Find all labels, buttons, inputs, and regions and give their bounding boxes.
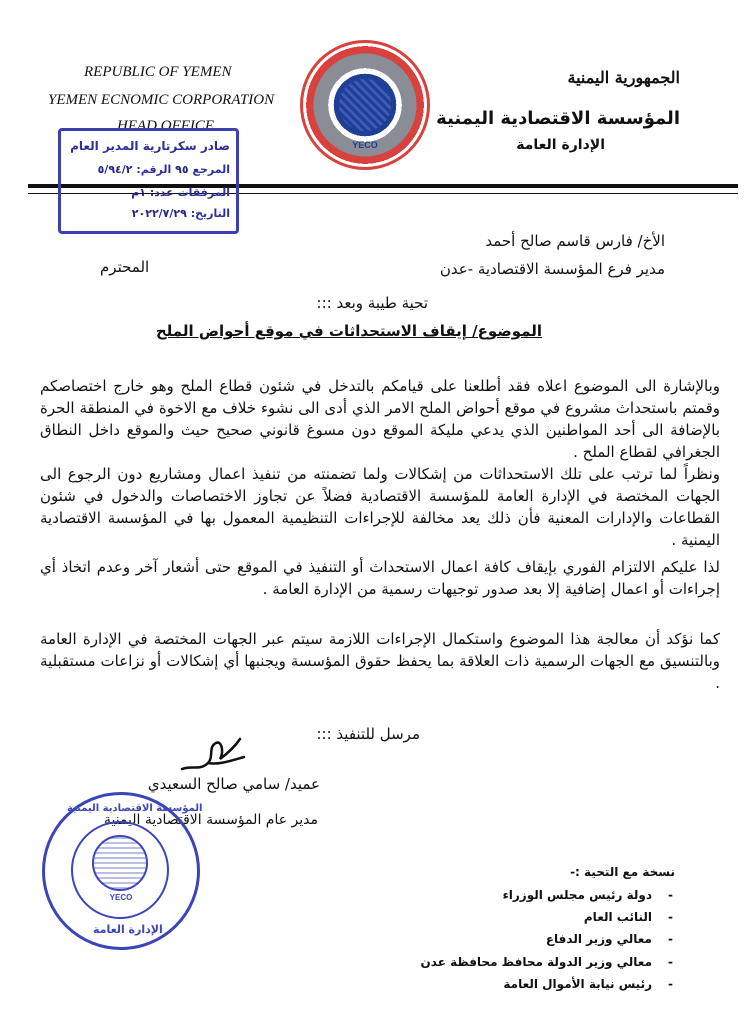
- copy-recipient: معالي وزير الدفاع: [545, 932, 652, 946]
- signatory-name: عميد/ سامي صالح السعيدي: [147, 775, 320, 793]
- copies-heading: نسخة مع التحية :-: [570, 865, 675, 879]
- header-en-office: HEAD OFFICE: [117, 118, 215, 134]
- outgoing-stamp: [58, 128, 239, 234]
- stamp-date-row: [132, 207, 230, 220]
- copy-recipient: دولة رئيس مجلس الوزراء: [502, 888, 652, 902]
- logo-emblem-icon: [339, 79, 391, 131]
- stamp-title: صادر سكرتارية المدير العام: [70, 139, 230, 153]
- logo-text: YECO: [352, 140, 378, 150]
- corporation-logo: [300, 40, 430, 170]
- recipient-name: الأخ/ فارس قاسم صالح أحمد: [485, 232, 665, 250]
- stamp-center-text: YECO: [109, 893, 133, 902]
- stamp-date-label: التاريخ:: [190, 207, 230, 220]
- body-paragraph: كما نؤكد أن معالجة هذا الموضوع واستكمال الإجراءات اللازمة سيتم عبر الجهات المختصة في الإدارة العامة وبالتنسيق مع الجهات الرسمية ذات العلاقة بما يحفظ حقوق المؤسسة ويجنبها أي إشكالات أو نزاعات مستقبلية .: [40, 630, 720, 692]
- copy-recipient: النائب العام: [583, 910, 652, 924]
- stamp-top-text: المؤسسة الاقتصادية اليمنية: [67, 803, 203, 814]
- stamp-bottom-text: الإدارة العامة: [93, 923, 163, 936]
- closing-note: مرسل للتنفيذ :::: [316, 725, 420, 743]
- header-ar-country: الجمهورية اليمنية: [567, 68, 680, 87]
- subject: الموضوع/ إيقاف الاستحداثات في موقع أحواض الملح: [155, 322, 542, 340]
- stamp-attachments-row: [131, 186, 230, 199]
- stamp-num-value: ٥/٩٤/٢: [97, 163, 133, 176]
- header-ar-corporation: المؤسسة الاقتصادية اليمنية: [436, 108, 680, 129]
- stamp-ref-value: ٩٥: [175, 163, 189, 176]
- greeting: تحية طيبة وبعد :::: [316, 294, 428, 312]
- copy-recipient: معالي وزير الدولة محافظ محافظة عدن: [420, 955, 652, 969]
- header-en-corporation: YEMEN ECNOMIC CORPORATION: [48, 92, 275, 108]
- copy-recipient: رئيس نيابة الأموال العامة: [503, 977, 652, 991]
- signatory-title: مدير عام المؤسسة الاقتصادية اليمنية: [103, 812, 318, 828]
- stamp-num-label: الرقم:: [136, 163, 172, 176]
- header-ar-office: الإدارة العامة: [516, 137, 605, 153]
- official-round-stamp: [42, 792, 203, 950]
- stamp-attach-label: المرفقات عدد:: [149, 186, 230, 199]
- stamp-ref-label: المرجع: [192, 163, 230, 176]
- stamp-reference-row: [98, 163, 230, 176]
- stamp-date-value: ٢٠٢٢/٧/٢٩: [131, 207, 187, 220]
- header-en-country: REPUBLIC OF YEMEN: [84, 64, 232, 80]
- recipient-honorific: المحترم: [100, 258, 150, 276]
- body-paragraph: وبالإشارة الى الموضوع اعلاه فقد أطلعنا على قيامكم بالتدخل في شئون قطاع الملح وهو خارج اختصاصكم وقمتم باستحداث مشروع في موقع أحواض الملح الامر الذي أدى الى نشوء خلاف مع الاخوة في المنطقة الحرة بالإضافة الى أحد المواطنين الذي يدعي مليكة الموقع دون مسوغ قانوني صحيح حيث والموقع داخل النطاق الجغرافي لقطاع الملح .: [40, 377, 720, 461]
- recipient-position: مدير فرع المؤسسة الاقتصادية -عدن: [439, 260, 665, 278]
- body-paragraph: ونظراً لما ترتب على تلك الاستحداثات من إشكالات ولما تضمنته من تنفيذ اعمال ومشاريع دون الرجوع الى الجهات المختصة في الإدارة العامة للمؤسسة الاقتصادية فضلاً عن تجاوز الاختصاصات والدخول في شئون القطاعات والإدارات المعنية فأن ذلك يعد مخالفة للإجراءات التنظيمية المعمول بها في المؤسسة الاقتصادية اليمنية .: [40, 465, 720, 549]
- body-paragraph: لذا عليكم الالتزام الفوري بإيقاف كافة اعمال الاستحداث أو التنفيذ في الموقع حتى أشعار آخر وعدم اتخاذ أي إجراءات أو اعمال إضافية إلا بعد صدور توجيهات رسمية من الإدارة العامة .: [40, 558, 720, 598]
- stamp-attach-value: ١م: [131, 186, 146, 199]
- stamp-emblem-icon: [92, 835, 148, 891]
- signature-icon: [178, 735, 248, 777]
